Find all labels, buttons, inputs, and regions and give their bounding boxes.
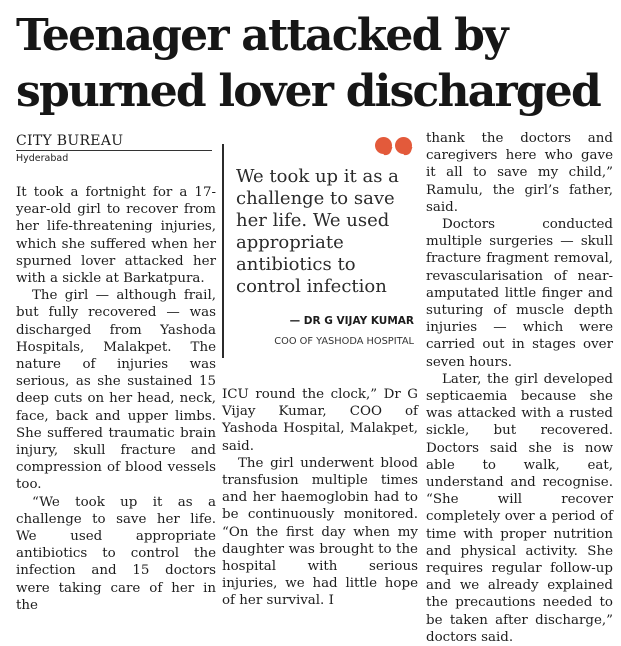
body-column-2 <box>222 386 418 610</box>
paragraph: Doctors conducted multiple surgeries — skull fracture fragment removal, revascularisation of near-amputated little finger and suturing of muscle depth injuries — which were carried out in stages over seven hours. <box>426 217 613 370</box>
paragraph: It took a fortnight for a 17-year-old girl to recover from her life-threatening injuries, which she suffered when her spurned lover attacked her with a sickle at Barkatpura. <box>16 185 216 287</box>
headline <box>16 8 616 120</box>
headline-line-2: spurned lover discharged <box>16 66 600 117</box>
paragraph: thank the doctors and caregivers here who gave it all to save my child,” Ramulu, the girl’s father, said. <box>426 131 613 215</box>
pull-quote <box>222 144 418 358</box>
body-column-3 <box>426 130 613 646</box>
body-column-1 <box>16 184 216 614</box>
pull-quote-text: We took up it as a challenge to save her life. We used appropriate antibiotics to control infection <box>236 166 399 297</box>
byline: CITY BUREAU <box>16 133 124 149</box>
paragraph: The girl underwent blood transfusion multiple times and her haemoglobin had to be continuously monitored. “On the first day when my daughter was brought to the hospital with serious injuries, we had little hope of her survival. I <box>222 455 418 609</box>
dateline: Hyderabad <box>16 153 69 164</box>
pull-quote-attribution: — DR G VIJAY KUMAR <box>289 315 414 327</box>
headline-line-1: Teenager attacked by <box>16 10 507 61</box>
pull-quote-role: COO OF YASHODA HOSPITAL <box>274 336 414 347</box>
quote-mark-icon <box>371 132 416 158</box>
byline-rule <box>16 150 212 151</box>
paragraph: “We took up it as a challenge to save her life. We used appropriate antibiotics to control the infection and 15 doctors were taking care of her in the <box>16 494 216 613</box>
paragraph: ICU round the clock,” Dr G Vijay Kumar, COO of Yashoda Hospital, Malakpet, said. <box>222 387 418 454</box>
paragraph: Later, the girl developed septicaemia because she was attacked with a rusted sickle, but recovered. Doctors said she is now able to walk, eat, understand and recognise. “She will recover completely over a period of time with proper nutrition and physical activity. She requires regular follow-up and we already explained the precautions needed to be taken after discharge,” doctors said. <box>426 371 613 645</box>
paragraph: The girl — although frail, but fully recovered — was discharged from Yashoda Hospitals, Malakpet. The nature of injuries was serious, as she sustained 15 deep cuts on her head, neck, face, back and upper limbs. She suffered traumatic brain injury, skull fracture and compression of blood vessels too. <box>16 288 216 493</box>
